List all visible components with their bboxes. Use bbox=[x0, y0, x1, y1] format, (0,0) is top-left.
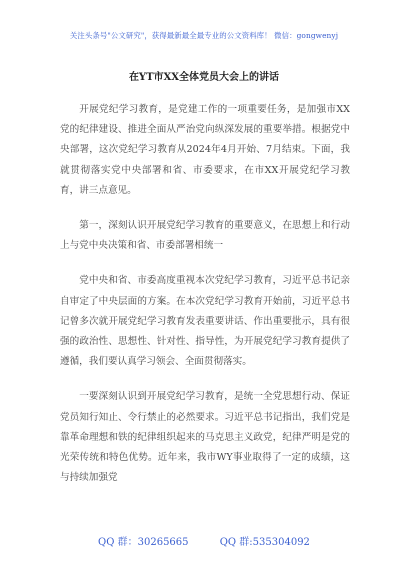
paragraph-intro: 开展党纪学习教育，是党建工作的一项重要任务，是加强市XX党的纪律建设、推进全面从严治党向纵深发展的重要举措。根据党中央部署，这次党纪学习教育从2024年4月开始、7月结束。下面，我就贯彻落实党中央部署和省、市委要求，在市XX开展党纪学习教育，讲三点意见。 bbox=[60, 104, 350, 196]
footer-bar bbox=[0, 533, 408, 548]
header-banner: 关注头条号"公文研究"，获得最新最全最专业的公文资料库！ 微信：gongwenyj bbox=[69, 31, 339, 40]
footer-qq-group-1: QQ 群：30265665 bbox=[98, 537, 189, 548]
document-body bbox=[60, 100, 350, 503]
document-title: 在YT市XX全体党员大会上的讲话 bbox=[128, 72, 280, 83]
paragraph-first-point: 一要深刻认识到开展党纪学习教育，是统一全党思想行动、保证党员知行知止、令行禁止的必然要求。习近平总书记指出，我们党是靠革命理想和铁的纪律组织起来的马克思主义政党，纪律严明是党的光荣传统和特色优势。近年来，我市WY事业取得了一定的成绩，这与持续加强党 bbox=[60, 391, 350, 484]
paragraph-central-attention: 党中央和省、市委高度重视本次党纪学习教育，习近平总书记亲自审定了中央层面的方案。在本次党纪学习教育开始前，习近平总书记曾多次就开展党纪学习教育发表重要讲话、作出重要批示，具有很强的政治性、思想性、针对性、指导性，为开展党纪学习教育提供了遵循，我们要认真学习领会、全面贯彻落实。 bbox=[60, 275, 350, 368]
paragraph-section-one-heading: 第一，深刻认识开展党纪学习教育的重要意义，在思想上和行动上与党中央决策和省、市委部署相统一 bbox=[60, 220, 350, 252]
footer-qq-group-2: QQ 群:535304092 bbox=[219, 537, 310, 548]
